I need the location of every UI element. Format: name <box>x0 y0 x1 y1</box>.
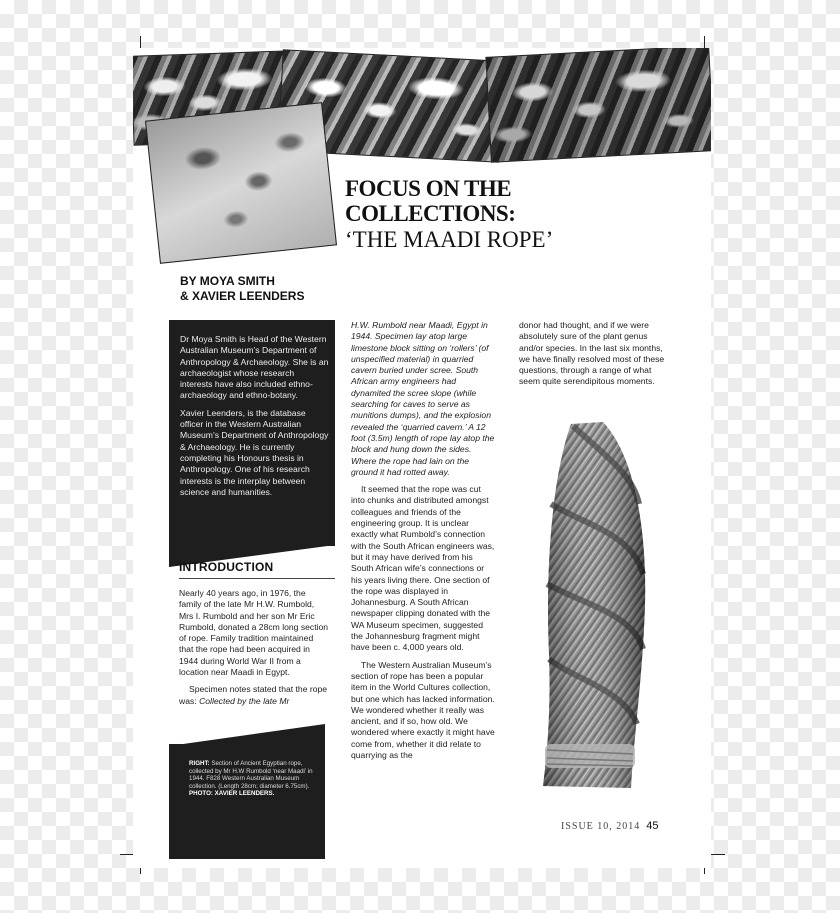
article-title <box>345 176 645 252</box>
intro-italic: Collected by the late Mr <box>199 695 290 706</box>
bio-paragraph: Xavier Leenders, is the database officer in the Western Australian Museum’s Department of Anthropology & Archaeology. He is currently completing his Honours thesis in Anthropology. One of his research interests is the interplay between science and humanities. <box>180 407 329 497</box>
crop-mark <box>120 854 134 855</box>
title-line-3: ‘THE MAADI ROPE’ <box>345 226 554 252</box>
column-3 <box>519 320 667 394</box>
photo-caption <box>169 744 325 859</box>
quarry-photo-top-right <box>486 48 711 162</box>
crop-mark <box>704 36 705 48</box>
crop-mark <box>711 854 725 855</box>
body-paragraph: The Western Australian Museum’s section of rope has been a popular item in the World Cultures collection, but one which has lacked information. We wondered whether it really was ancient, and if so, how old. We wondered where exactly it might have come from, whether it did relate to quarrying as the <box>351 659 495 760</box>
title-line-2: COLLECTIONS: <box>345 201 516 227</box>
bio-paragraph: Dr Moya Smith is Head of the Western Australian Museum’s Department of Anthropology & Archaeology. She is an archaeologist whose research interests have also included ethno-archaeology and ethno-botany. <box>180 334 329 401</box>
rope-photo <box>533 414 653 794</box>
issue-label: ISSUE 10, 2014 <box>561 821 641 832</box>
introduction-heading: INTRODUCTION <box>179 560 335 579</box>
column-1 <box>179 588 329 713</box>
photo-credit: PHOTO: XAVIER LEENDERS. <box>189 790 275 798</box>
quarry-photo-sand <box>146 103 336 263</box>
crop-mark <box>140 36 141 48</box>
column-2 <box>351 320 495 767</box>
magazine-page <box>133 48 711 868</box>
page-footer <box>561 820 659 832</box>
caption-text: Section of Ancient Egyptian rope, collected by Mr H.W Rumbold ‘near Maadi’ in 1944. F828 Western Australian Museum collection. (Length 28cm; diameter 6.75cm). <box>189 760 313 790</box>
specimen-notes-quote: H.W. Rumbold near Maadi, Egypt in 1944. Specimen lay atop large limestone block sitting on ‘rollers’ (of unspecified material) in quarried cavern buried under scree. South African army engineers had dynamited the scree slope (while searching for caves to serve as munitions dumps), and the explosion revealed the ‘quarried cavern.’ A 12 foot (3.5m) length of rope lay atop the block and hung down the sides. Where the rope had lain on the ground it had rotted away. <box>351 320 495 477</box>
intro-paragraph-2 <box>179 684 329 707</box>
intro-paragraph: Nearly 40 years ago, in 1976, the family of the late Mr H.W. Rumbold, Mrs I. Rumbold and her son Mr Eric Rumbold, donated a 28cm long section of rope. Family tradition maintained that the rope had been acquired in 1944 during World War II from a location near Maadi in Egypt. <box>179 588 329 678</box>
body-paragraph: It seemed that the rope was cut into chunks and distributed amongst colleagues and friends of the engineering group. It is unclear exactly what Rumbold’s connection with the South African engineers was, but it may have derived from his South African wife’s connections or his years living there. One section of the rope was displayed in Johannesburg. A South African newspaper clipping donated with the WA Museum specimen, suggested the Johannesburg fragment might have been c. 4,000 years old. <box>351 484 495 653</box>
caption-label: RIGHT: <box>189 760 210 767</box>
byline-line-1: BY MOYA SMITH <box>180 274 275 288</box>
intro-lead: Specimen notes stated that the rope was: <box>179 684 328 706</box>
byline-line-2: & XAVIER LEENDERS <box>180 289 305 303</box>
author-bio-box <box>169 320 335 546</box>
body-paragraph: donor had thought, and if we were absolutely sure of the plant genus and/or species. In the last six months, we have finally resolved most of these questions, through a range of what seem quite serendipitous moments. <box>519 320 665 387</box>
title-line-1: FOCUS ON THE <box>345 176 512 201</box>
caption-box-top <box>169 724 325 746</box>
byline <box>180 274 350 304</box>
page-number: 45 <box>646 820 659 832</box>
